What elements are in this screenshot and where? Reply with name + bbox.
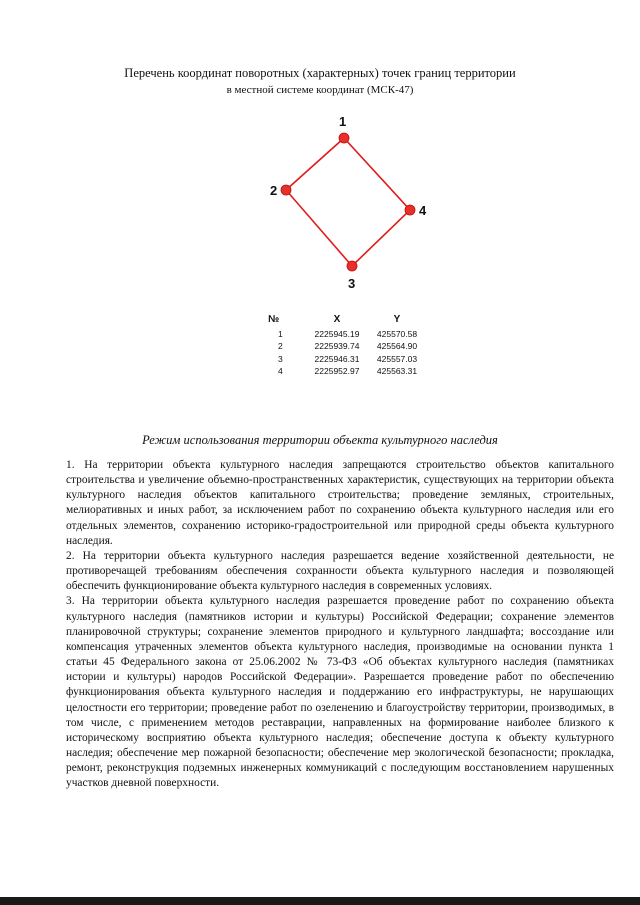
boundary-diagram (270, 112, 430, 292)
boundary-point-3-marker (347, 261, 357, 271)
point-number: 3 (278, 353, 283, 364)
column-header-x: X (333, 314, 341, 325)
point-number: 1 (278, 328, 283, 339)
table-row (268, 366, 426, 379)
boundary-point-4-label: 4 (419, 203, 427, 218)
regime-paragraph-2: 2. На территории объекта культурного наследия разрешается ведение хозяйственной деятельности, не противоречащей требованиям обеспечения сохранности объекта культурного наследия и позволяющей обеспечить функционирование объекта культурного наследия в современных условиях. (66, 549, 614, 593)
boundary-point-2-marker (281, 185, 291, 195)
table-header-row (268, 314, 426, 328)
point-number: 2 (278, 341, 283, 351)
regime-paragraph-3: 3. На территории объекта культурного наследия разрешается проведение работ по сохранению объекта культурного наследия (памятников истории и культуры) Российской Федерации; сохранение элементов планировочной структуры; сохранение элементов природного и культурного ландшафта; воссоздание или компенсация утраченных элементов объекта культурного наследия, производимые на основании пункта 1 статьи 45 Федерального закона от 25.06.2002 № 73-ФЗ «Об объектах культурного наследия (памятниках истории и культуры) народов Российской Федерации». Разрешается проведение работ по обеспечению функционирования объекта культурного наследия и поддержанию его инфраструктуры, не нарушающих целостности его территории; проведение работ по озеленению и благоустройству территории, производимых, в том числе, с применением методов реставрации, направленных на формирование наиболее близкого к историческому восприятию объекта культурного наследия; обеспечение доступа к объекту культурного наследия; обеспечение мер пожарной безопасности; обеспечение мер экологической безопасности; прокладка, ремонт, реконструкция подземных инженерных коммуникаций с последующим восстановлением нарушенных участков дневной поверхности. (66, 595, 614, 790)
y-coordinate: 425563.31 (376, 366, 418, 376)
table-row (268, 328, 426, 341)
x-coordinate: 2225939.74 (314, 341, 360, 351)
column-header-y: Y (393, 314, 401, 325)
y-coordinate: 425557.03 (376, 353, 418, 364)
scan-edge-bar (0, 897, 640, 905)
regime-paragraph-1: 1. На территории объекта культурного наследия запрещаются строительство объектов капитального строительства и увеличение объемно-пространственных характеристик, существующих на территории объекта культурного наследия объектов капитального строительства; проведение земляных, строительных, мелиоративных и иных работ, за исключением работ по сохранению объекта культурного наследия или его отдельных элементов, сохранению историко-градостроительной или природной среды объекта культурного наследия. (66, 459, 614, 547)
boundary-point-1-marker (339, 133, 349, 143)
boundary-point-1-label: 1 (339, 114, 347, 129)
boundary-point-4-marker (405, 205, 415, 215)
table-row (268, 341, 426, 354)
regime-heading: Режим использования территории объекта культурного наследия (142, 433, 498, 447)
boundary-point-2-label: 2 (270, 183, 278, 198)
document-subtitle: в местной системе координат (МСК-47) (226, 84, 414, 96)
x-coordinate: 2225952.97 (314, 366, 360, 376)
coordinates-table (268, 314, 426, 378)
y-coordinate: 425570.58 (376, 328, 418, 339)
x-coordinate: 2225945.19 (314, 328, 360, 339)
boundary-outline (286, 138, 410, 266)
y-coordinate: 425564.90 (376, 341, 418, 351)
regime-body (66, 458, 614, 791)
table-row (268, 353, 426, 366)
point-number: 4 (278, 366, 283, 376)
document-title: Перечень координат поворотных (характерных) точек границ территории (124, 66, 516, 80)
x-coordinate: 2225946.31 (314, 353, 360, 364)
column-header-number: № (268, 314, 280, 325)
boundary-point-3-label: 3 (348, 276, 356, 291)
